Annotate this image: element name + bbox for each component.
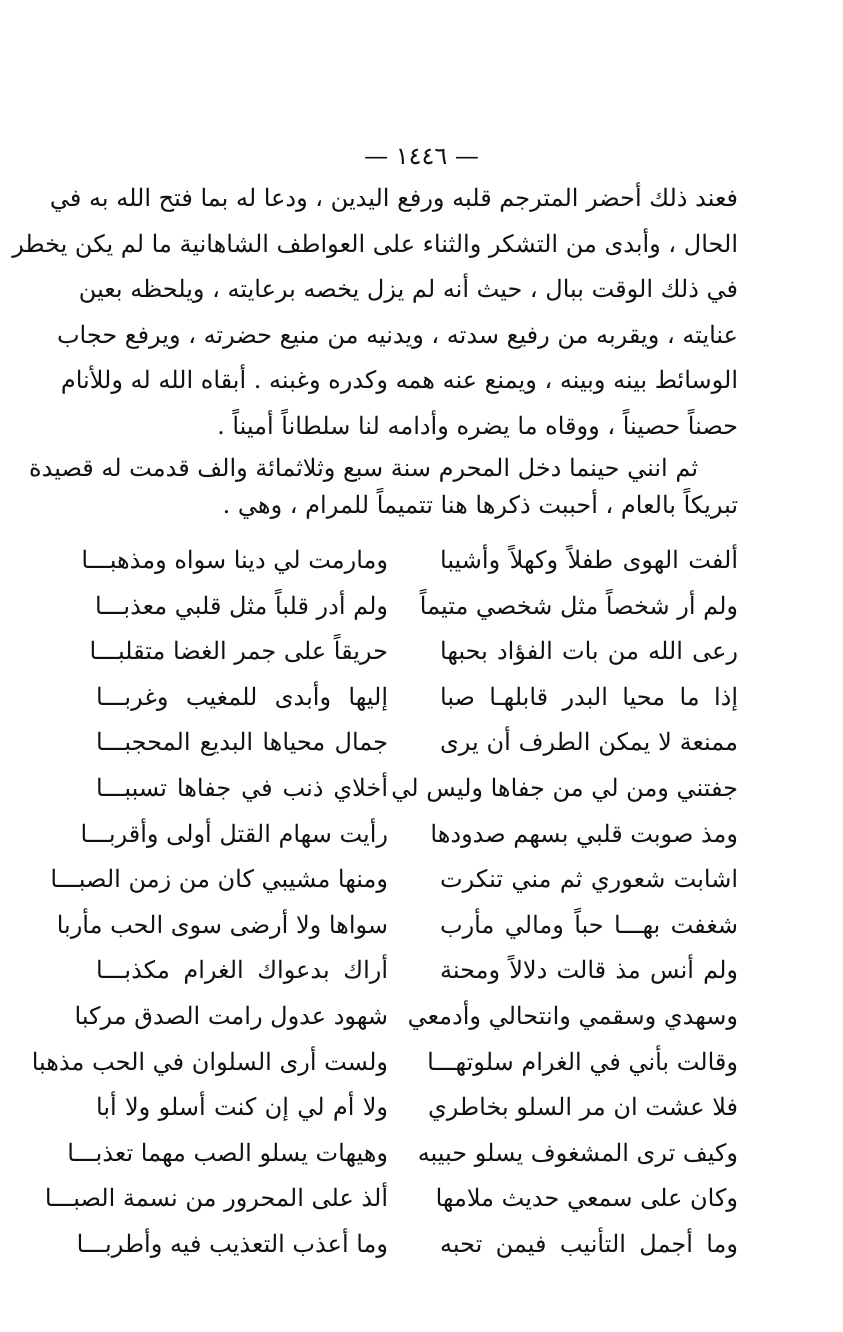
poem-verse xyxy=(96,948,738,994)
prose-paragraph xyxy=(12,176,738,449)
verse-first-hemistich: وما أجمل التأنيب فيمن تحبه xyxy=(440,1229,738,1258)
verse-second-hemistich: ولست أرى السلوان في الحب مذهبا xyxy=(31,1047,388,1076)
verse-first-hemistich: وكيف ترى المشغوف يسلو حبيبه xyxy=(417,1138,738,1167)
verse-second-hemistich: أراك بدعواك الغرام مكذبـــا xyxy=(96,956,388,985)
verse-first-hemistich: وقالت بأني في الغرام سلوتهـــا xyxy=(427,1047,738,1076)
verse-first-hemistich: ممنعة لا يمكن الطرف أن يرى xyxy=(440,728,738,757)
poem-verse xyxy=(50,857,738,903)
poem-verse xyxy=(81,538,738,584)
verse-first-hemistich: فلا عشت ان مر السلو بخاطري xyxy=(428,1093,738,1122)
verse-second-hemistich: ومنها مشيبي كان من زمن الصبـــا xyxy=(50,865,388,894)
verse-second-hemistich: جمال محياها البديع المحجبـــا xyxy=(96,728,388,757)
verse-first-hemistich: ولم أر شخصاً مثل شخصي متيماً xyxy=(419,591,738,620)
verse-second-hemistich: شهود عدول رامت الصدق مركبا xyxy=(74,1001,388,1030)
prose-line: الحال ، وأبدى من التشكر والثناء على العواطف الشاهانية ما لم يكن يخطر xyxy=(12,229,738,258)
prose-line: عنايته ، ويقربه من رفيع سدته ، ويدنيه من منيع حضرته ، ويرفع حجاب xyxy=(56,320,738,349)
verse-first-hemistich: ولم أنس مذ قالت دلالاً ومحنة xyxy=(440,956,738,985)
poem-verse xyxy=(80,812,738,858)
verse-first-hemistich: ألفت الهوى طفلاً وكهلاً وأشيبا xyxy=(440,546,738,574)
verse-second-hemistich: أخلاي ذنب في جفاها تسببـــا xyxy=(96,773,388,802)
poem-verse xyxy=(56,903,738,949)
verse-second-hemistich: وهيهات يسلو الصب مهما تعذبـــا xyxy=(67,1138,388,1167)
intro-line: ثم انني حينما دخل المحرم سنة سبع وثلاثمائة والف قدمت له قصيدة xyxy=(29,454,698,482)
verse-second-hemistich: ألذ على المحرور من نسمة الصبـــا xyxy=(44,1184,388,1213)
prose-line: الوسائط بينه وبينه ، ويمنع عنه همه وكدره وغبنه . أبقاه الله له وللأنام xyxy=(60,366,738,394)
verse-first-hemistich: اشابت شعوري ثم مني تنكرت xyxy=(440,865,738,894)
verse-first-hemistich: وسهدي وسقمي وانتحالي وأدمعي xyxy=(407,1001,738,1030)
poem-verse xyxy=(74,994,738,1040)
verse-first-hemistich: ومذ صوبت قلبي بسهم صدودها xyxy=(430,819,738,848)
prose-line: في ذلك الوقت ببال ، حيث أنه لم يزل يخصه برعايته ، ويلحظه بعين xyxy=(78,275,738,303)
verse-second-hemistich: سواها ولا أرضى سوى الحب مأربا xyxy=(56,910,388,939)
poem-verse xyxy=(67,1131,738,1177)
prose-line: حصناً حصيناً ، ووقاه ما يضره وأدامه لنا سلطاناً أميناً . xyxy=(217,411,738,440)
verse-first-hemistich: جفتني ومن لي من جفاها وليس لي xyxy=(391,773,738,802)
verse-second-hemistich: وما أعذب التعذيب فيه وأطربـــا xyxy=(76,1229,388,1258)
verse-first-hemistich: رعى الله من بات الفؤاد بحبها xyxy=(440,637,738,666)
prose-line: فعند ذلك أحضر المترجم قلبه ورفع اليدين ، ودعا له بما فتح الله به في xyxy=(49,184,738,212)
poem-verse xyxy=(31,1040,738,1086)
poem-verse xyxy=(96,675,738,721)
poem-verse xyxy=(89,629,738,675)
verse-second-hemistich: إليها وأبدى للمغيب وغربـــا xyxy=(96,682,388,711)
verse-first-hemistich: وكان على سمعي حديث ملامها xyxy=(435,1184,738,1213)
verse-second-hemistich: حريقاً على جمر الغضا متقلبـــا xyxy=(89,637,388,666)
poem-verse xyxy=(44,1176,738,1222)
poem-verse xyxy=(96,584,738,630)
verse-second-hemistich: ولا أم لي إن كنت أسلو ولا أبا xyxy=(96,1093,388,1122)
poem-verse xyxy=(96,1085,738,1131)
verse-second-hemistich: ومارمت لي دينا سواه ومذهبـــا xyxy=(81,546,388,574)
poem-verse xyxy=(76,1222,738,1268)
poem xyxy=(31,538,738,1268)
poem-verse xyxy=(96,766,738,812)
intro-line: تبريكاً بالعام ، أحببت ذكرها هنا تتميماً للمرام ، وهي . xyxy=(222,491,738,519)
page-number: — ١٤٤٦ — xyxy=(364,142,479,170)
poem-verse xyxy=(96,720,738,766)
verse-second-hemistich: ولم أدر قلباً مثل قلبي معذبـــا xyxy=(95,591,388,620)
verse-first-hemistich: شغفت بهـــا حباً ومالي مأرب xyxy=(440,910,738,939)
verse-first-hemistich: إذا ما محيا البدر قابلهـا صبا xyxy=(440,682,738,711)
poem-intro-paragraph xyxy=(29,450,738,524)
verse-second-hemistich: رأيت سهام القتل أولى وأقربـــا xyxy=(80,819,388,848)
